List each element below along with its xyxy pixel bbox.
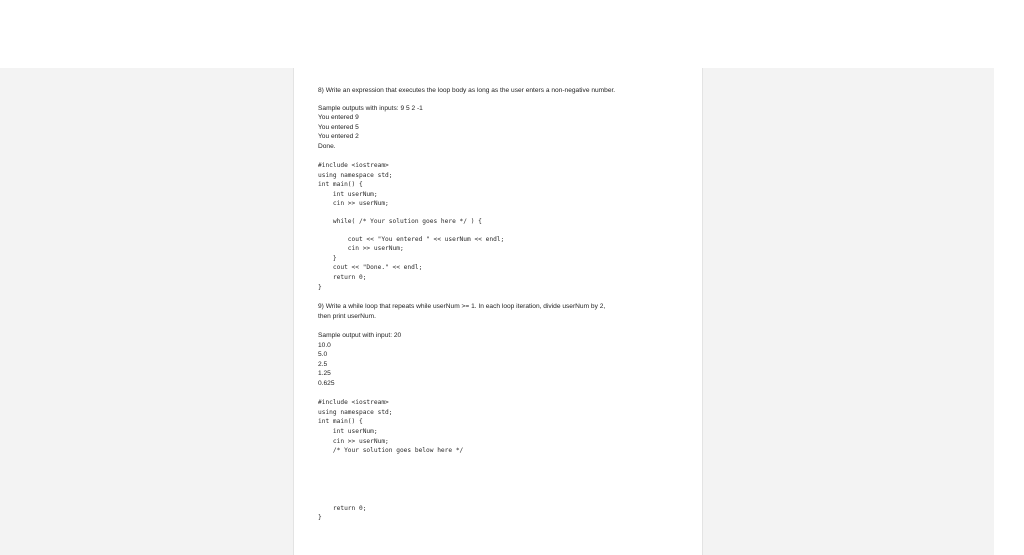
code-line: int userNum; <box>318 190 378 198</box>
code-line: using namespace std; <box>318 171 393 179</box>
document-page <box>293 68 703 555</box>
output-line: 0.625 <box>318 379 335 387</box>
code-line: cin >> userNum; <box>318 437 389 445</box>
code-line: int userNum; <box>318 427 378 435</box>
page-content <box>318 86 690 523</box>
question-9-sample-label: Sample output with input: 20 <box>318 332 402 340</box>
code-line: } <box>318 283 322 291</box>
scrollbar-track[interactable] <box>994 68 1024 555</box>
question-8-code <box>318 161 690 292</box>
code-line: #include <iostream> <box>318 399 389 407</box>
output-line: 1.25 <box>318 370 331 378</box>
code-line: cin >> userNum; <box>318 245 404 253</box>
question-8-prompt: 8) Write an expression that executes the loop body as long as the user enters a non-negative number. <box>318 87 616 94</box>
output-line: You entered 5 <box>318 123 359 131</box>
code-line: /* Your solution goes below here */ <box>318 447 464 455</box>
question-9-outputs <box>318 341 690 389</box>
question-9-prompt-line1: 9) Write a while loop that repeats while userNum >= 1. In each loop iteration, divide userNum by 2, <box>318 303 606 311</box>
code-line: int main() { <box>318 418 363 426</box>
output-line: You entered 2 <box>318 133 359 140</box>
code-line: cout << "Done." << endl; <box>318 264 423 272</box>
code-line: return 0; <box>318 273 367 281</box>
code-line: cin >> userNum; <box>318 200 389 208</box>
output-line: You entered 9 <box>318 114 359 121</box>
code-line: } <box>318 514 322 522</box>
output-line: 10.0 <box>318 341 331 349</box>
output-line: Done. <box>318 142 336 150</box>
question-9-code <box>318 398 690 523</box>
code-line: int main() { <box>318 181 363 189</box>
code-line: cout << "You entered " << userNum << endl; <box>318 235 505 243</box>
question-8-outputs <box>318 113 690 151</box>
code-line: using namespace std; <box>318 408 393 416</box>
code-line: } <box>318 254 337 262</box>
output-line: 2.5 <box>318 360 328 368</box>
question-9-prompt-line2: then print userNum. <box>318 312 376 320</box>
code-line: return 0; <box>318 504 367 512</box>
question-8-sample-label: Sample outputs with inputs: 9 5 2 -1 <box>318 104 423 112</box>
output-line: 5.0 <box>318 351 328 359</box>
code-line: while( /* Your solution goes here */ ) { <box>318 217 482 225</box>
toolbar-area <box>0 0 1024 68</box>
code-line: #include <iostream> <box>318 162 389 169</box>
